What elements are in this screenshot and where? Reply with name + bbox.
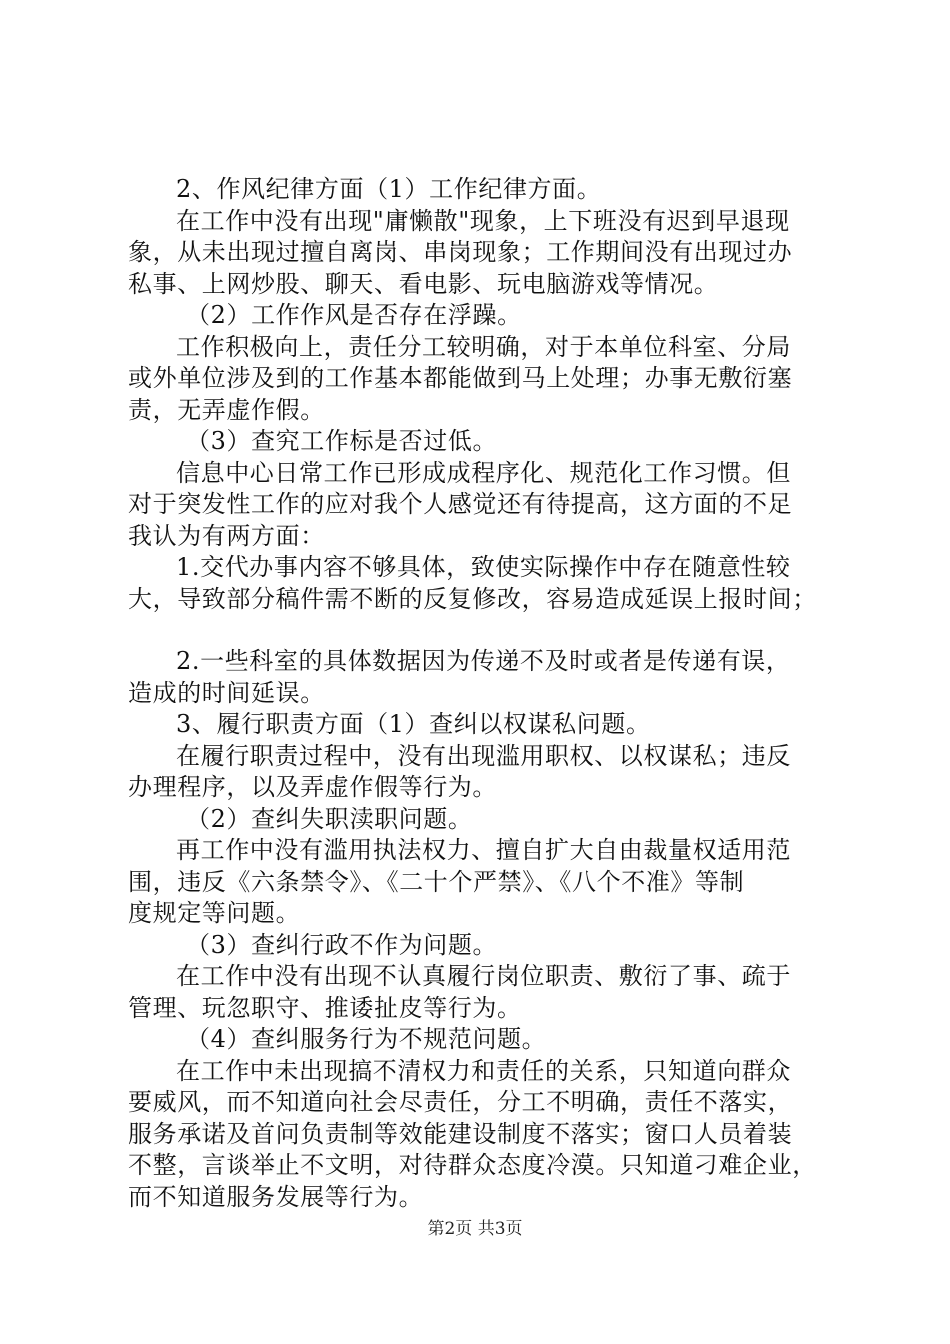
paragraph-line: 象，从未出现过擅自离岗、串岗现象；工作期间没有出现过办 — [128, 238, 793, 266]
paragraph-gap — [128, 615, 848, 646]
subsection-heading: （2）工作作风是否存在浮躁。 — [186, 301, 522, 329]
paragraph-line: 在工作中没有出现"庸懒散"现象，上下班没有迟到早退现 — [176, 206, 790, 235]
paragraph-line: 私事、上网炒股、聊天、看电影、玩电脑游戏等情况。 — [128, 269, 719, 298]
paragraph-line: 信息中心日常工作已形成成程序化、规范化工作习惯。但 — [176, 458, 791, 487]
paragraph-line: 度规定等问题。 — [128, 899, 301, 927]
section-heading: 3、履行职责方面（1）查纠以权谋私问题。 — [176, 710, 651, 738]
paragraph-line: 而不知道服务发展等行为。 — [128, 1182, 424, 1211]
subsection-heading: （3）查究工作标是否过低。 — [186, 427, 498, 455]
subsection-heading: （2）查纠失职渎职问题。 — [186, 804, 473, 833]
subsection-heading: （3）查纠行政不作为问题。 — [186, 930, 498, 959]
paragraph-line: 在工作中未出现搞不清权力和责任的关系，只知道向群众 — [176, 1056, 791, 1085]
paragraph-line: 管理、玩忽职守、推诿扯皮等行为。 — [128, 993, 522, 1022]
paragraph-line: 服务承诺及首问负责制等效能建设制度不落实；窗口人员着装 — [128, 1119, 793, 1148]
paragraph-line: 不整，言谈举止不文明，对待群众态度冷漠。只知道刁难企业， — [128, 1151, 817, 1179]
list-item-line: 2.一些科室的具体数据因为传递不及时或者是传递有误， — [176, 647, 791, 675]
list-item-line: 1.交代办事内容不够具体，致使实际操作中存在随意性较 — [176, 553, 791, 581]
paragraph-line: 对于突发性工作的应对我个人感觉还有待提高，这方面的不足 — [128, 490, 793, 518]
list-item-line: 大，导致部分稿件需不断的反复修改，容易造成延误上报时间； — [128, 584, 817, 613]
section-heading: 2、作风纪律方面（1）工作纪律方面。 — [176, 175, 602, 203]
paragraph-line: 要威风，而不知道向社会尽责任，分工不明确，责任不落实， — [128, 1088, 793, 1116]
paragraph-line: 在履行职责过程中，没有出现滥用职权、以权谋私；违反 — [176, 741, 791, 770]
paragraph-line: 或外单位涉及到的工作基本都能做到马上处理；办事无敷衍塞 — [128, 364, 793, 392]
paragraph-line: 再工作中没有滥用执法权力、擅自扩大自由裁量权适用范 — [176, 836, 791, 864]
paragraph-line: 围，违反《六条禁令》、《二十个严禁》、《八个不准》等制 — [128, 867, 745, 896]
list-item-line: 造成的时间延误。 — [128, 678, 325, 707]
page-footer: 第2页 共3页 — [427, 1219, 523, 1239]
paragraph-line: 工作积极向上，责任分工较明确，对于本单位科室、分局 — [176, 332, 791, 361]
paragraph-line: 办理程序，以及弄虚作假等行为。 — [128, 773, 497, 801]
document-body — [128, 174, 848, 1213]
paragraph-line: 在工作中没有出现不认真履行岗位职责、敷衍了事、疏于 — [176, 962, 791, 990]
paragraph-line: 我认为有两方面： — [128, 521, 325, 550]
subsection-heading: （4）查纠服务行为不规范问题。 — [186, 1025, 547, 1053]
paragraph-line: 责，无弄虚作假。 — [128, 395, 325, 424]
